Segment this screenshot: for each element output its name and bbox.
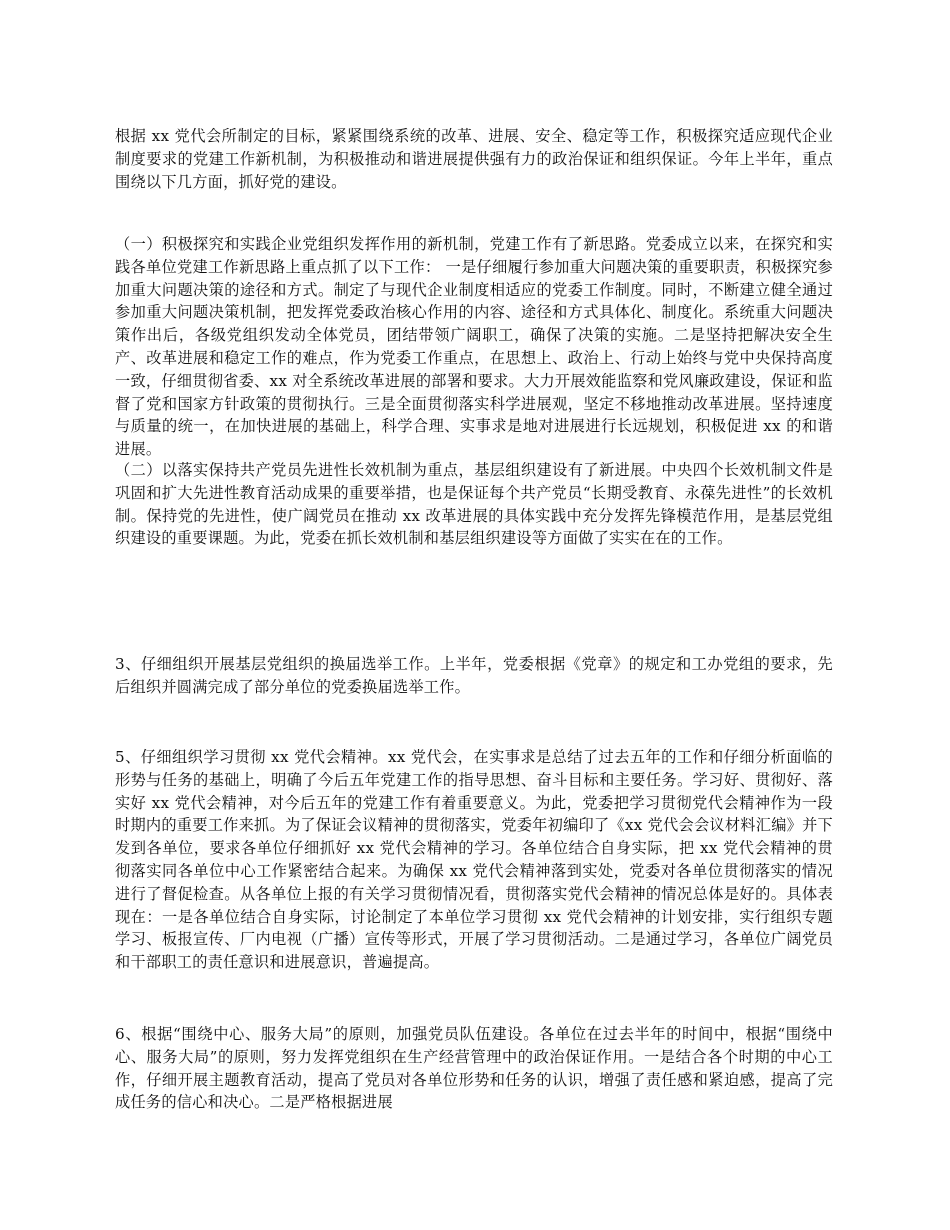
intro-paragraph: 根据 xx 党代会所制定的目标，紧紧围绕系统的改革、进展、安全、稳定等工作，积极探究适应现代企业制度要求的党建工作新机制，为积极推动和谐进展提供强有力的政治保证和组织保证。今年上半年，重点围绕以下几方面，抓好党的建设。 (115, 127, 833, 191)
section-two-paragraph: （二）以落实保持共产党员先进性长效机制为重点，基层组织建设有了新进展。中央四个长效机制文件是巩固和扩大先进性教育活动成果的重要举措，也是保证每个共产党员“长期受教育、永葆先进性”的长效机制。保持党的先进性，使广阔党员在推动 xx 改革进展的具体实践中充分发挥先锋模范作用，是基层党组织建设的重要课题。为此，党委在抓长效机制和基层组织建设等方面做了实实在在的工作。 (115, 461, 833, 548)
item-6-paragraph: 6、根据“围绕中心、服务大局”的原则，加强党员队伍建设。各单位在过去半年的时间中，根据“围绕中心、服务大局”的原则，努力发挥党组织在生产经营管理中的政治保证作用。一是结合各个时期的中心工作，仔细开展主题教育活动，提高了党员对各单位形势和任务的认识，增强了责任感和紧迫感，提高了完成任务的信心和决心。二是严格根据进展 (115, 1025, 833, 1112)
section-one-paragraph: （一）积极探究和实践企业党组织发挥作用的新机制，党建工作有了新思路。党委成立以来，在探究和实践各单位党建工作新思路上重点抓了以下工作： 一是仔细履行参加重大问题决策的重要职责，积极探究参加重大问题决策的途径和方式。制定了与现代企业制度相适应的党委工作制度。同时，不断建立健全通过参加重大问题决策机制，把发挥党委政治核心作用的内容、途径和方式具体化、制度化。系统重大问题决策作出后，各级党组织发动全体党员，团结带领广阔职工，确保了决策的实施。二是坚持把解决安全生产、改革进展和稳定工作的难点，作为党委工作重点，在思想上、政治上、行动上始终与党中央保持高度一致，仔细贯彻省委、xx 对全系统改革进展的部署和要求。大力开展效能监察和党风廉政建设，保证和监督了党和国家方针政策的贯彻执行。三是全面贯彻落实科学进展观，坚定不移地推动改革进展。坚持速度与质量的统一，在加快进展的基础上，科学合理、实事求是地对进展进行长远规划，积极促进 xx 的和谐进展。 (115, 235, 833, 459)
item-3-paragraph: 3、仔细组织开展基层党组织的换届选举工作。上半年，党委根据《党章》的规定和工办党组的要求，先后组织并圆满完成了部分单位的党委换届选举工作。 (115, 655, 833, 696)
item-5-paragraph: 5、仔细组织学习贯彻 xx 党代会精神。xx 党代会，在实事求是总结了过去五年的工作和仔细分析面临的形势与任务的基础上，明确了今后五年党建工作的指导思想、奋斗目标和主要任务。学习好、贯彻好、落实好 xx 党代会精神，对今后五年的党建工作有着重要意义。为此，党委把学习贯彻党代会精神作为一段时期内的重要工作来抓。为了保证会议精神的贯彻落实，党委年初编印了《xx 党代会会议材料汇编》并下发到各单位，要求各单位仔细抓好 xx 党代会精神的学习。各单位结合自身实际，把 xx 党代会精神的贯彻落实同各单位中心工作紧密结合起来。为确保 xx 党代会精神落到实处，党委对各单位贯彻落实的情况进行了督促检查。从各单位上报的有关学习贯彻情况看，贯彻落实党代会精神的情况总体是好的。具体表现在：一是各单位结合自身实际，讨论制定了本单位学习贯彻 xx 党代会精神的计划安排，实行组织专题学习、板报宣传、厂内电视（广播）宣传等形式，开展了学习贯彻活动。二是通过学习，各单位广阔党员和干部职工的责任意识和进展意识，普遍提高。 (115, 748, 833, 972)
